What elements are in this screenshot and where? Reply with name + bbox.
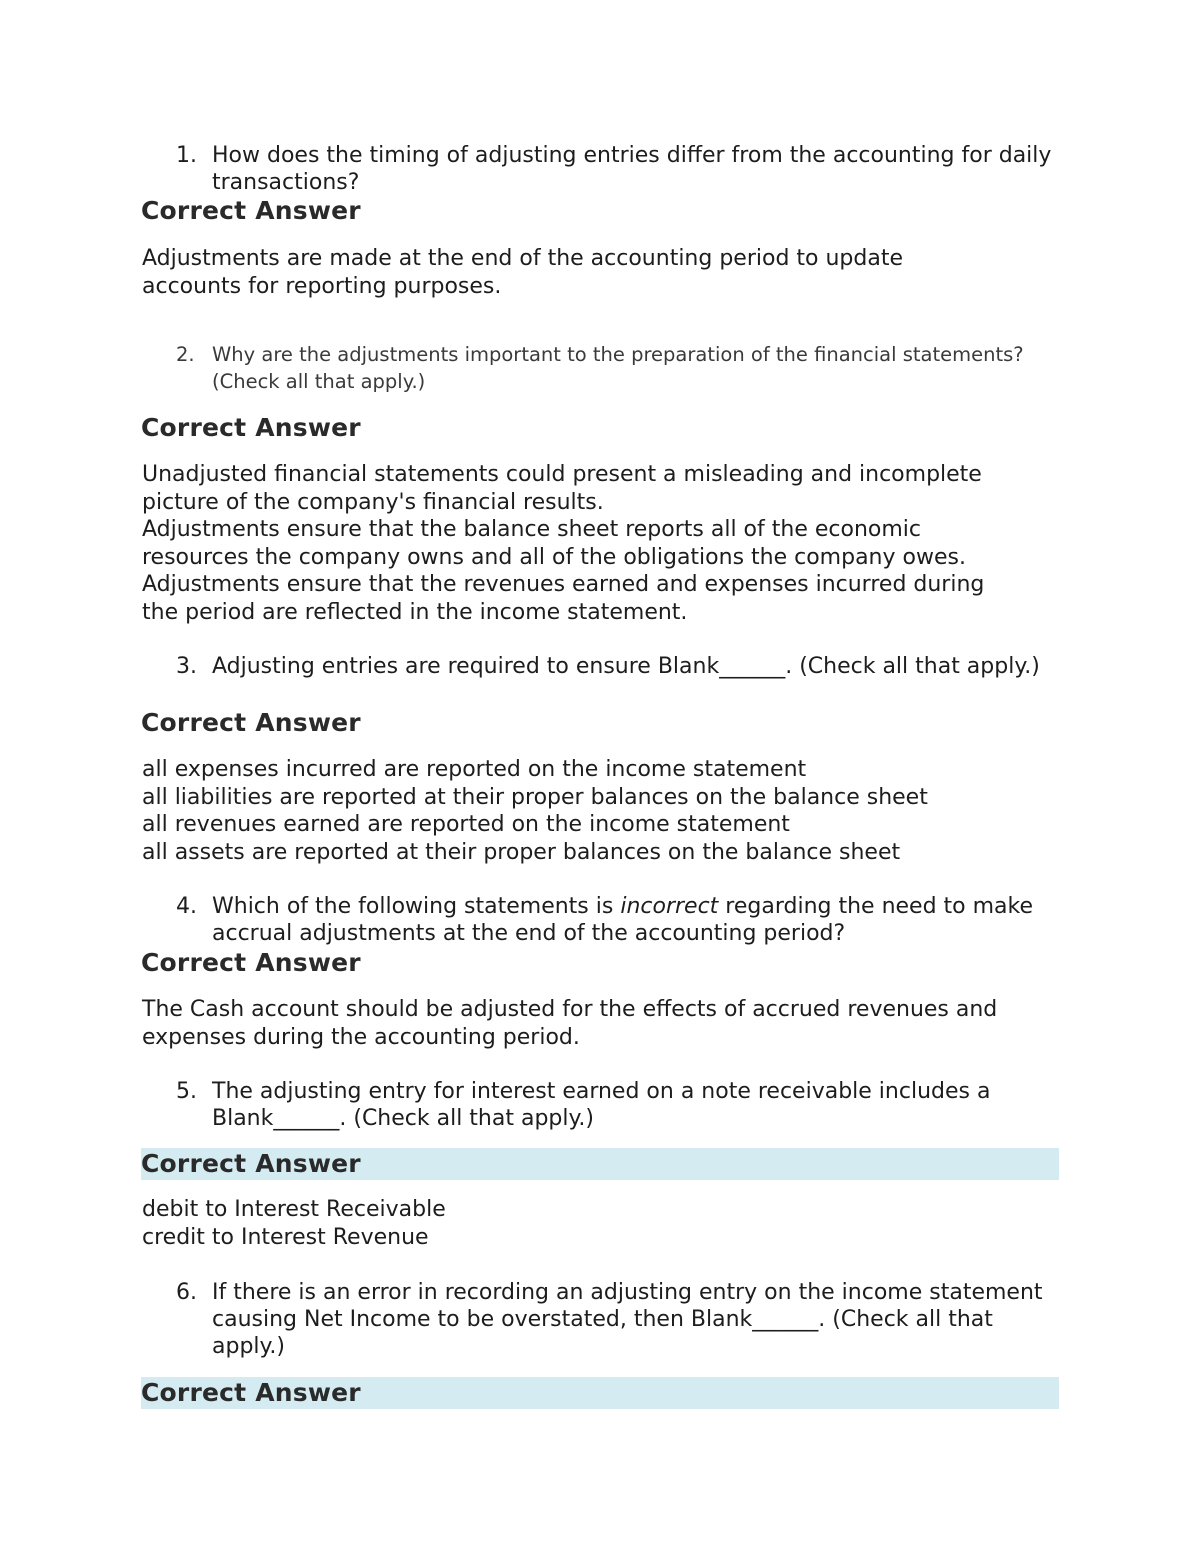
answer-block-3 [142, 756, 1072, 866]
answer-line: The Cash account should be adjusted for the effects of accrued revenues and [142, 997, 998, 1022]
answer-line: Adjustments ensure that the balance sheet reports all of the economic [142, 517, 921, 542]
question-text: The adjusting entry for interest earned on a note receivable includes a Blank______. (Check all that apply.) [212, 1079, 991, 1131]
question-number: 4. [176, 894, 197, 919]
question-number: 2. [176, 343, 195, 366]
answer-line: the period are reflected in the income statement. [142, 599, 688, 625]
answer-heading: Correct Answer [141, 413, 361, 442]
answer-heading: Correct Answer [141, 196, 361, 225]
question-text-part: regarding the need to make accrual adjustments at the end of the accounting period? [212, 894, 1034, 946]
question-number: 5. [176, 1079, 197, 1104]
question-3 [176, 653, 1066, 680]
answer-line: Adjustments are made at the end of the accounting period to update [142, 246, 903, 271]
answer-line: credit to Interest Revenue [142, 1224, 429, 1250]
answer-heading: Correct Answer [141, 948, 361, 977]
question-text: If there is an error in recording an adjusting entry on the income statement causing Net Income to be overstated, then Blank______. (Check all that apply.) [212, 1280, 1043, 1359]
answer-line: all assets are reported at their proper balances on the balance sheet [142, 839, 901, 865]
question-text-part: Which of the following statements is [212, 894, 621, 919]
answer-heading-highlighted: Correct Answer [141, 1377, 1059, 1409]
question-2 [176, 341, 1066, 395]
answer-block-5 [142, 1196, 1072, 1251]
answer-heading-highlighted: Correct Answer [141, 1148, 1059, 1180]
question-text: How does the timing of adjusting entries differ from the accounting for daily transactions? [212, 143, 1052, 195]
answer-line: all liabilities are reported at their proper balances on the balance sheet [142, 784, 928, 810]
question-5 [176, 1078, 1066, 1132]
question-text: Adjusting entries are required to ensure Blank______. (Check all that apply.) [212, 654, 1040, 679]
question-emphasis: incorrect [620, 894, 719, 919]
answer-line: picture of the company's financial results. [142, 489, 604, 515]
question-text: Why are the adjustments important to the preparation of the financial statements? (Check all that apply.) [212, 343, 1024, 393]
question-4 [176, 893, 1066, 947]
question-number: 1. [176, 143, 197, 168]
question-number: 3. [176, 654, 197, 679]
answer-heading: Correct Answer [141, 708, 361, 737]
answer-line: all expenses incurred are reported on the income statement [142, 757, 807, 782]
answer-block-4 [142, 996, 1072, 1051]
answer-line: accounts for reporting purposes. [142, 273, 502, 299]
question-number: 6. [176, 1280, 197, 1305]
answer-block-2 [142, 461, 1072, 626]
answer-line: all revenues earned are reported on the income statement [142, 812, 790, 837]
answer-line: Unadjusted financial statements could present a misleading and incomplete [142, 462, 982, 487]
answer-line: Adjustments ensure that the revenues earned and expenses incurred during [142, 572, 985, 597]
question-1 [176, 142, 1066, 196]
answer-line: expenses during the accounting period. [142, 1024, 580, 1050]
question-6 [176, 1279, 1066, 1360]
answer-line: resources the company owns and all of the obligations the company owes. [142, 544, 966, 570]
answer-line: debit to Interest Receivable [142, 1197, 446, 1222]
question-text [212, 893, 1066, 947]
answer-block-1 [142, 245, 1072, 300]
